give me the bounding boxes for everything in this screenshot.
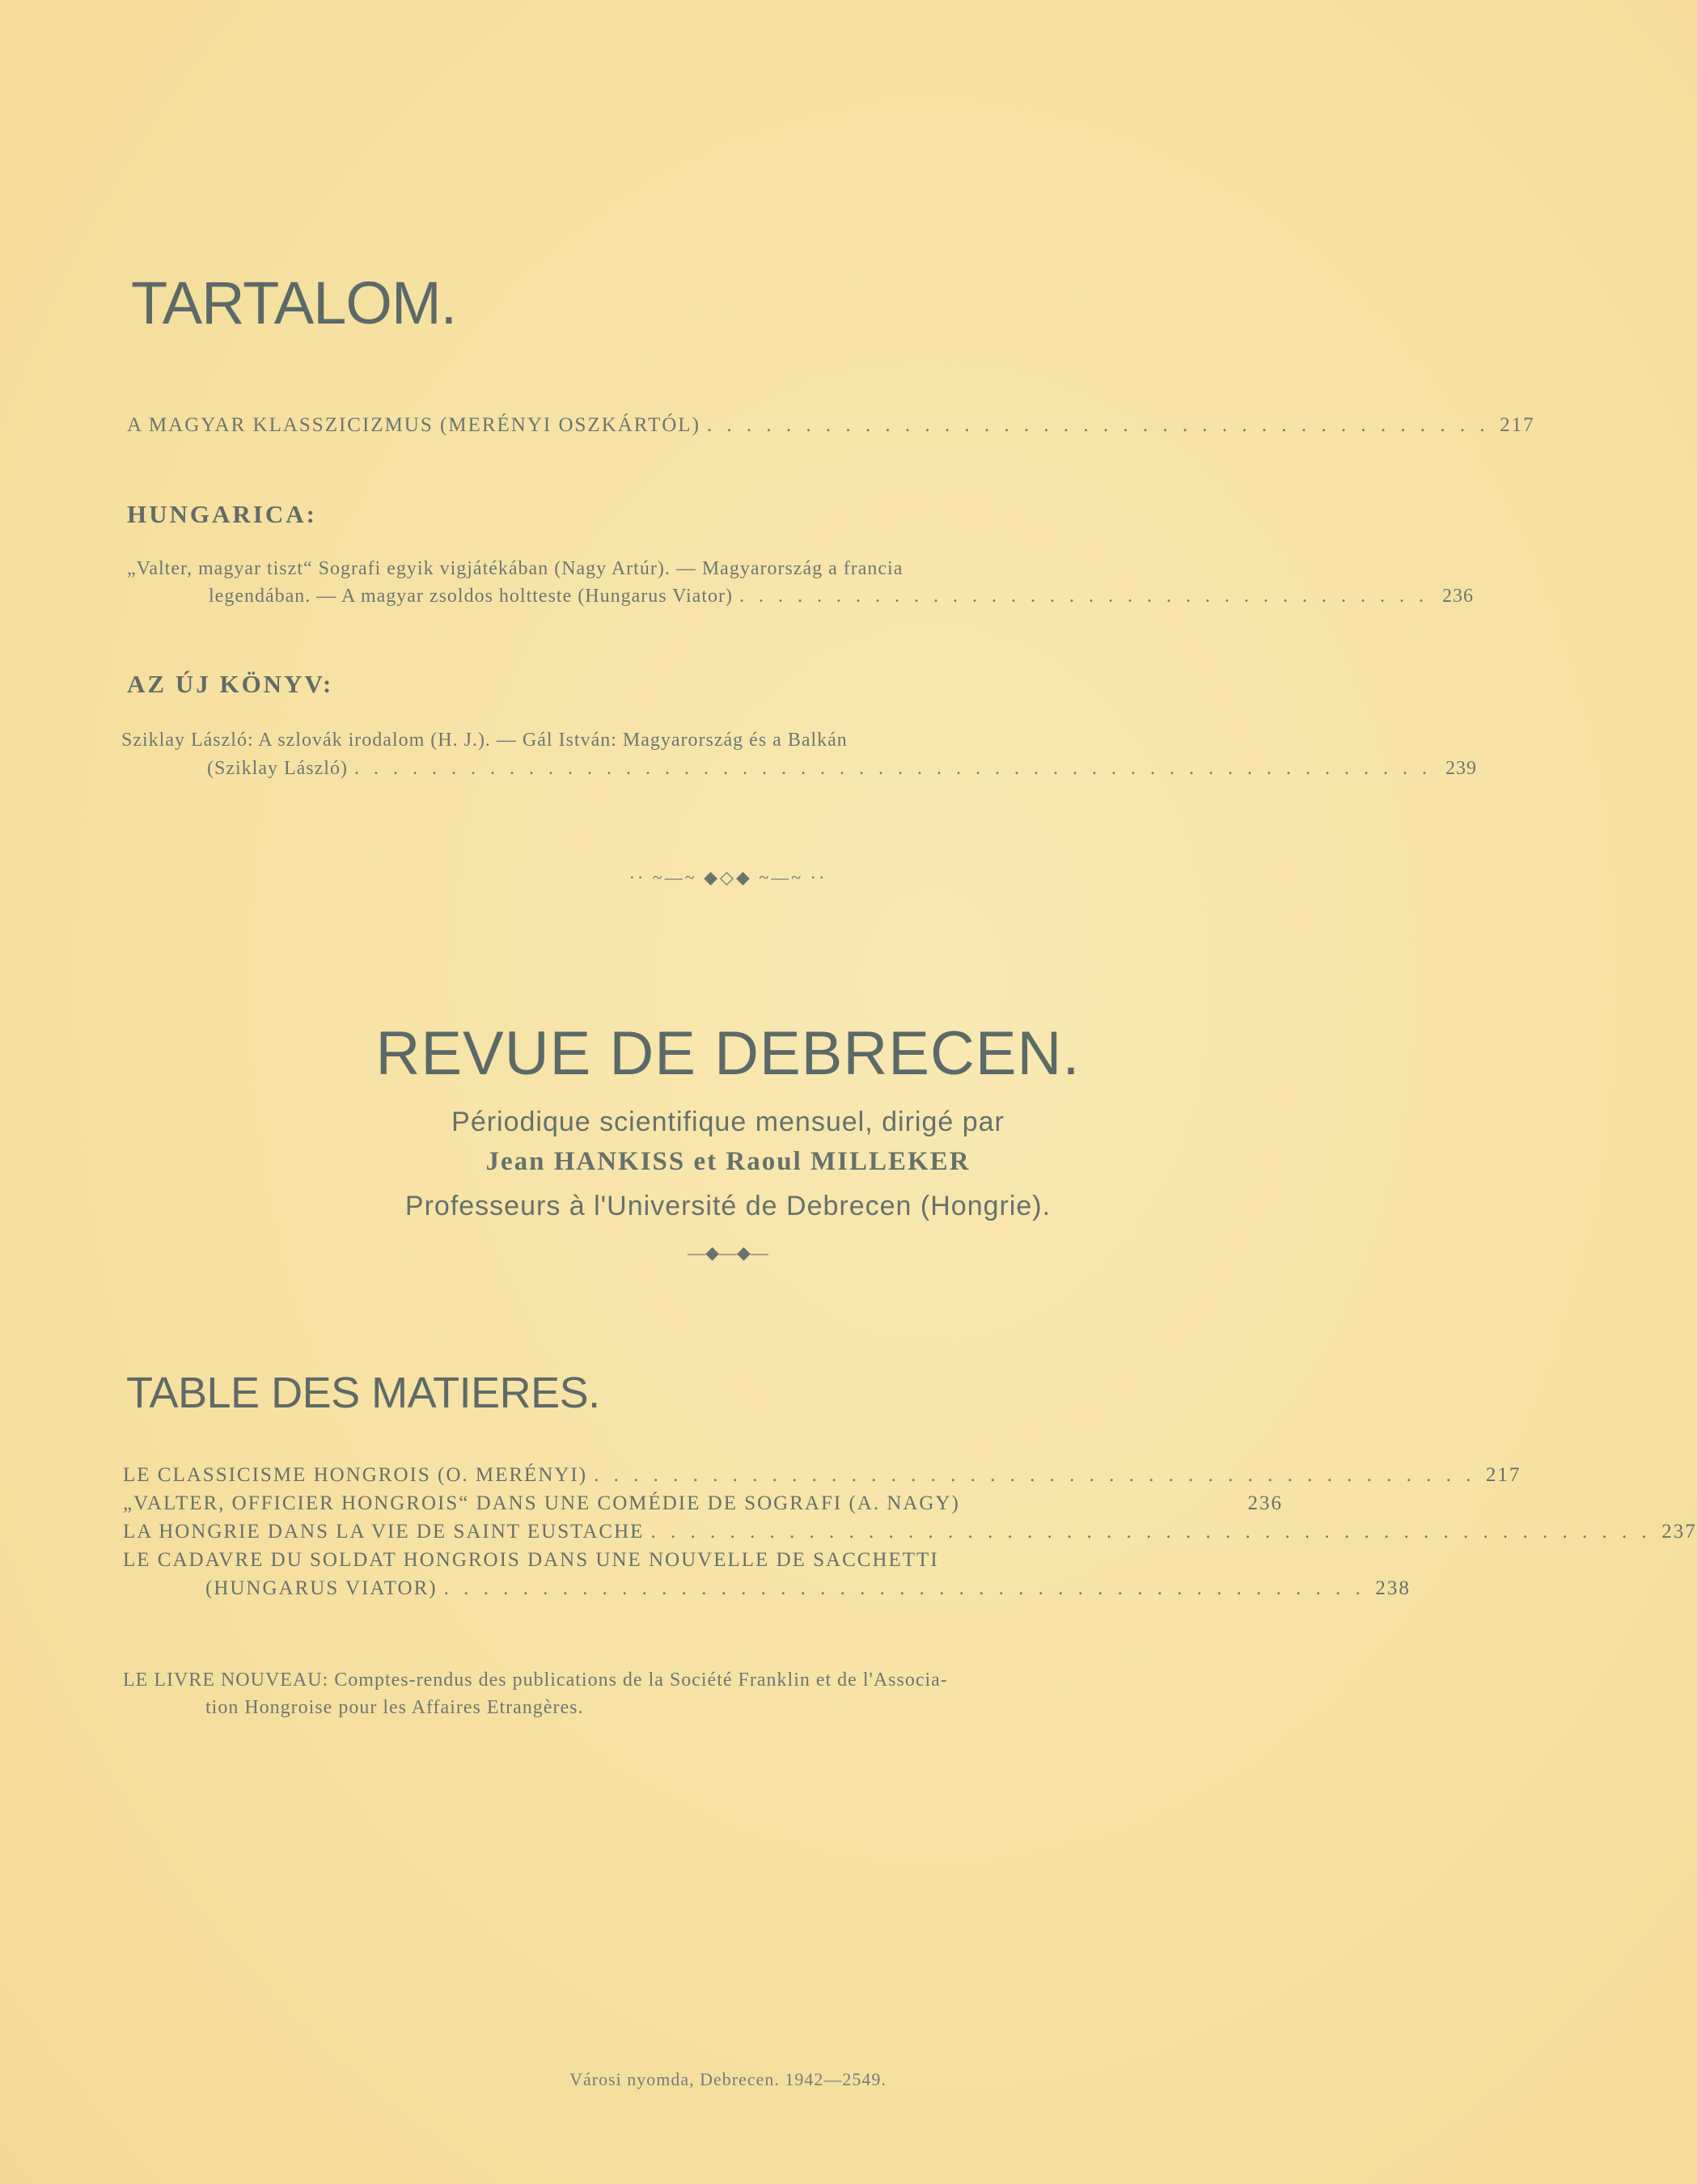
fr-entry	[123, 1517, 1697, 1546]
leader-dots: . . . . . . . . . . . . . . . . . . . . . . . . . . . . . . . . . . . . . . . . . . . . .	[594, 1464, 1476, 1486]
fr-cadavre-page: 238	[1375, 1577, 1411, 1599]
fr-entry-text: LE CLASSICISME HONGROIS (O. MERÉNYI)	[123, 1464, 588, 1486]
uj-konyv-line-2-text: (Sziklay László)	[207, 758, 348, 779]
fr-entry-page: 237	[1661, 1521, 1697, 1543]
hungarica-page: 236	[1441, 586, 1474, 607]
leader-dots: . . . . . . . . . . . . . . . . . . . . . . . . . . . . . . . . . . . .	[738, 586, 1428, 607]
revue-affiliation: Professeurs à l'Université de Debrecen (Hongrie).	[404, 1191, 1052, 1221]
toc-entry-main	[127, 414, 1535, 437]
fr-entry-page: 217	[1485, 1464, 1521, 1486]
revue-editors: Jean HANKISS et Raoul MILLEKER	[485, 1147, 971, 1176]
hungarian-title: TARTALOM.	[131, 269, 457, 336]
fr-cadavre-line-2-text: (HUNGARUS VIATOR)	[205, 1577, 438, 1599]
printer-imprint: Városi nyomda, Debrecen. 1942—2549.	[569, 2069, 887, 2089]
fr-cadavre-line-1: LE CADAVRE DU SOLDAT HONGROIS DANS UNE NOUVELLE DE SACCHETTI	[123, 1549, 939, 1571]
revue-subtitle: Périodique scientifique mensuel, dirigé par	[451, 1107, 1005, 1137]
ornament-divider-2: —◆—◆—	[688, 1242, 768, 1263]
leader-dots: . . . . . . . . . . . . . . . . . . . . . . . . . . . . . . . . . . . . . . . . . . . . . . . . . . . . . . . .	[353, 758, 1432, 779]
hungarica-line-2	[209, 582, 1474, 610]
uj-konyv-heading: AZ ÚJ KÖNYV:	[127, 670, 334, 698]
fr-entry-text: „VALTER, OFFICIER HONGROIS“ DANS UNE COMÉDIE DE SOGRAFI (A. NAGY)	[123, 1492, 960, 1514]
french-title: TABLE DES MATIERES.	[126, 1369, 600, 1417]
hungarica-line-1: „Valter, magyar tiszt“ Sografi egyik vigjátékában (Nagy Artúr). — Magyarország a francia	[127, 558, 904, 579]
fr-entry-page: 236	[1247, 1492, 1283, 1514]
uj-konyv-line-1: Sziklay László: A szlovák irodalom (H. J.). — Gál István: Magyarország és a Balkán	[121, 730, 848, 751]
fr-livre-line-1: LE LIVRE NOUVEAU: Comptes-rendus des publications de la Société Franklin et de l'Associa-	[123, 1670, 948, 1691]
leader-dots: . . . . . . . . . . . . . . . . . . . . . . . . . . . . . . . . . . . . . . . .	[706, 414, 1490, 436]
fr-entry-text: LA HONGRIE DANS LA VIE DE SAINT EUSTACHE	[123, 1521, 645, 1543]
toc-entry-main-page: 217	[1500, 414, 1535, 436]
fr-entry	[123, 1461, 1521, 1489]
uj-konyv-line-2	[207, 755, 1477, 782]
leader-dots: . . . . . . . . . . . . . . . . . . . . . . . . . . . . . . . . . . . . . . . . . . . . . . . . . . .	[650, 1521, 1652, 1543]
revue-title: REVUE DE DEBRECEN.	[375, 1019, 1081, 1088]
fr-entry	[123, 1489, 1283, 1517]
leader-dots: . . . . . . . . . . . . . . . . . . . . . . . . . . . . . . . . . . . . . . . . . . . . . . .	[443, 1577, 1365, 1599]
hungarica-heading: HUNGARICA:	[127, 500, 317, 528]
fr-livre-line-2: tion Hongroise pour les Affaires Etrangères.	[205, 1697, 584, 1718]
hungarica-line-2-text: legendában. — A magyar zsoldos holtteste (Hungarus Viator)	[209, 586, 733, 607]
ornament-divider-1: ·· ~—~ ◆◇◆ ~—~ ··	[628, 867, 827, 887]
toc-entry-main-text: A MAGYAR KLASSZICIZMUS (MERÉNYI OSZKÁRTÓL)	[127, 414, 700, 436]
uj-konyv-page: 239	[1445, 758, 1477, 779]
fr-cadavre-line-2	[205, 1574, 1411, 1602]
